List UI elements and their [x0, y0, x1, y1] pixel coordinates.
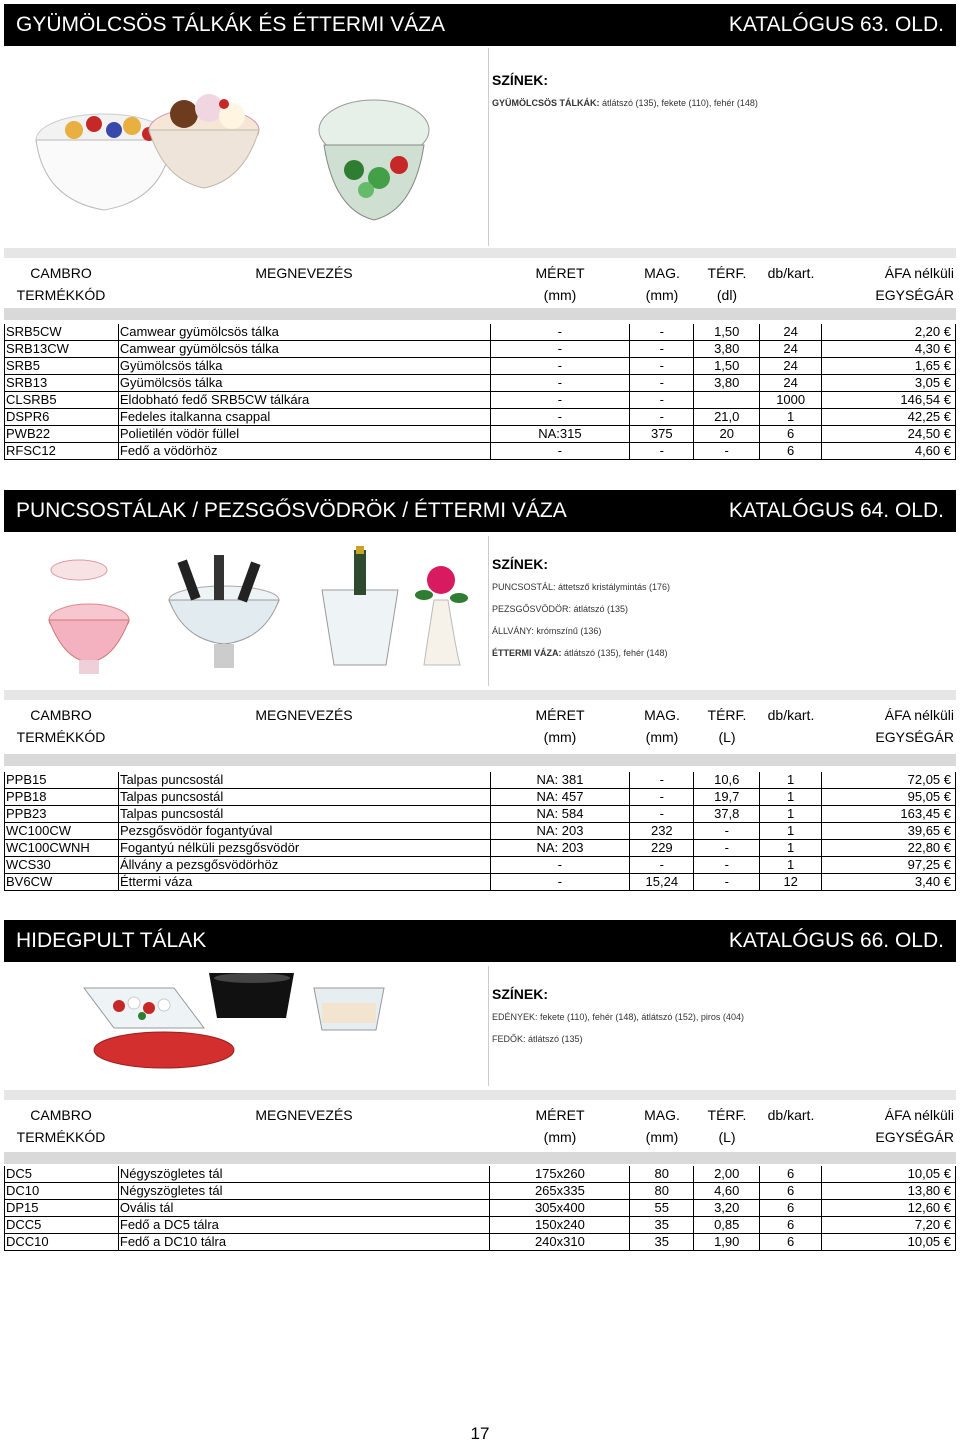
colors-heading: SZÍNEK:	[492, 986, 548, 1002]
col-header-name-2	[118, 1126, 490, 1148]
cell-volume: 1,50	[694, 358, 760, 375]
cell-size: 305x400	[490, 1200, 630, 1217]
cell-size: NA: 381	[490, 772, 630, 789]
cell-name: Állvány a pezsgősvödörhöz	[118, 857, 490, 874]
cell-per-carton: 24	[760, 324, 822, 341]
table-row	[5, 392, 956, 409]
cell-volume: -	[694, 443, 760, 460]
divider	[488, 48, 489, 246]
cell-price: 2,20 €	[822, 324, 956, 341]
product-table	[4, 772, 956, 891]
col-header-price-2: EGYSÉGÁR	[875, 287, 954, 303]
cell-per-carton: 6	[760, 1217, 822, 1234]
cell-code: WC100CW	[5, 823, 119, 840]
cell-per-carton: 24	[760, 375, 822, 392]
section-banner	[4, 4, 956, 46]
cell-per-carton: 6	[760, 443, 822, 460]
cell-per-carton: 1	[760, 789, 822, 806]
cell-code: DP15	[5, 1200, 119, 1217]
cell-volume: 19,7	[694, 789, 760, 806]
cell-size: NA: 203	[490, 823, 630, 840]
cell-height: 80	[630, 1183, 694, 1200]
col-header-height-unit: (mm)	[645, 287, 679, 303]
cell-height: 80	[630, 1166, 694, 1183]
cell-volume: 1,50	[694, 324, 760, 341]
table-row	[5, 1200, 956, 1217]
cell-per-carton: 1	[760, 857, 822, 874]
cell-height: -	[630, 789, 694, 806]
col-header-size: MÉRET	[535, 265, 585, 281]
color-line	[492, 604, 670, 614]
cell-name: Camwear gyümölcsös tálka	[118, 341, 490, 358]
cell-height: -	[630, 358, 694, 375]
table-row	[5, 324, 956, 341]
cell-height: -	[630, 409, 694, 426]
table-header	[4, 1104, 956, 1148]
product-photo-deli-crocks	[4, 968, 484, 1078]
cell-height: -	[630, 857, 694, 874]
cell-size: NA: 584	[490, 806, 630, 823]
col-header-code-2: TERMÉKKÓD	[16, 1129, 106, 1145]
color-line-text: EDÉNYEK: fekete (110), fehér (148), átlátszó (152), piros (404)	[492, 1012, 744, 1022]
cell-per-carton: 1	[760, 840, 822, 857]
cell-size: 240x310	[490, 1234, 630, 1251]
col-header-code: CAMBRO	[30, 707, 92, 723]
cell-code: SRB5CW	[5, 324, 119, 341]
cell-height: 375	[630, 426, 694, 443]
cell-volume: 21,0	[694, 409, 760, 426]
cell-price: 97,25 €	[822, 857, 956, 874]
cell-volume: 37,8	[694, 806, 760, 823]
cell-code: WC100CWNH	[5, 840, 119, 857]
cell-name: Fogantyú nélküli pezsgősvödör	[118, 840, 490, 857]
cell-volume: -	[694, 874, 760, 891]
col-header-per-carton: db/kart.	[767, 707, 815, 723]
col-header-size: MÉRET	[535, 1107, 585, 1123]
table-header	[4, 704, 956, 748]
col-header-per-carton-2	[760, 726, 822, 748]
cell-per-carton: 1	[760, 823, 822, 840]
cell-price: 72,05 €	[822, 772, 956, 789]
cell-code: DSPR6	[5, 409, 119, 426]
cell-name: Négyszögletes tál	[118, 1166, 490, 1183]
section-banner	[4, 920, 956, 962]
cell-price: 1,65 €	[822, 358, 956, 375]
cell-volume: 10,6	[694, 772, 760, 789]
col-header-volume-unit: (L)	[718, 1129, 736, 1145]
cell-size: -	[490, 324, 630, 341]
cell-per-carton: 24	[760, 341, 822, 358]
colors-block	[492, 556, 670, 670]
col-header-per-carton: db/kart.	[767, 265, 815, 281]
cell-size: NA: 203	[490, 840, 630, 857]
table-row	[5, 874, 956, 891]
cell-per-carton: 1000	[760, 392, 822, 409]
cell-height: -	[630, 324, 694, 341]
color-line	[492, 1012, 744, 1022]
header-band	[4, 308, 956, 320]
col-header-code: CAMBRO	[30, 1107, 92, 1123]
table-row	[5, 857, 956, 874]
cell-size: -	[490, 874, 630, 891]
cell-volume: 3,80	[694, 375, 760, 392]
page-number: 17	[470, 1424, 490, 1443]
col-header-price-2: EGYSÉGÁR	[875, 729, 954, 745]
cell-size: NA:315	[490, 426, 630, 443]
cell-price: 4,30 €	[822, 341, 956, 358]
cell-per-carton: 6	[760, 1200, 822, 1217]
section-title: HIDEGPULT TÁLAK	[16, 929, 207, 952]
section-banner	[4, 490, 956, 532]
col-header-volume: TÉRF.	[707, 265, 747, 281]
table-row	[5, 375, 956, 392]
cell-code: WCS30	[5, 857, 119, 874]
cell-size: -	[490, 857, 630, 874]
colors-block	[492, 986, 744, 1056]
cell-code: SRB13	[5, 375, 119, 392]
cell-height: 232	[630, 823, 694, 840]
col-header-height: MAG.	[644, 265, 680, 281]
col-header-volume: TÉRF.	[707, 1107, 747, 1123]
cell-price: 146,54 €	[822, 392, 956, 409]
col-header-height: MAG.	[644, 707, 680, 723]
col-header-name: MEGNEVEZÉS	[255, 265, 353, 281]
cell-volume: 3,80	[694, 341, 760, 358]
table-row	[5, 341, 956, 358]
cell-volume	[694, 392, 760, 409]
cell-name: Talpas puncsostál	[118, 806, 490, 823]
col-header-code: CAMBRO	[30, 265, 92, 281]
cell-code: PPB18	[5, 789, 119, 806]
cell-size: -	[490, 392, 630, 409]
cell-code: SRB13CW	[5, 341, 119, 358]
cell-size: 265x335	[490, 1183, 630, 1200]
cell-price: 10,05 €	[822, 1166, 956, 1183]
cell-volume: 4,60	[694, 1183, 760, 1200]
cell-height: -	[630, 341, 694, 358]
col-header-name-2	[118, 726, 490, 748]
cell-code: PWB22	[5, 426, 119, 443]
cell-name: Talpas puncsostál	[118, 772, 490, 789]
header-band	[4, 1152, 956, 1164]
col-header-size-unit: (mm)	[543, 287, 577, 303]
cell-height: -	[630, 375, 694, 392]
cell-name: Fedő a DC5 tálra	[118, 1217, 490, 1234]
cell-name: Gyümölcsös tálka	[118, 358, 490, 375]
cell-size: NA: 457	[490, 789, 630, 806]
header-band	[4, 248, 956, 258]
cell-per-carton: 6	[760, 1183, 822, 1200]
cell-price: 163,45 €	[822, 806, 956, 823]
cell-price: 42,25 €	[822, 409, 956, 426]
cell-name: Talpas puncsostál	[118, 789, 490, 806]
cell-code: DCC10	[5, 1234, 119, 1251]
table-row	[5, 806, 956, 823]
col-header-price-2: EGYSÉGÁR	[875, 1129, 954, 1145]
cell-size: -	[490, 409, 630, 426]
table-row	[5, 772, 956, 789]
cell-code: RFSC12	[5, 443, 119, 460]
col-header-code-2: TERMÉKKÓD	[16, 287, 106, 303]
table-header	[4, 262, 956, 306]
cell-volume: -	[694, 840, 760, 857]
color-line-text: FEDŐK: átlátszó (135)	[492, 1034, 583, 1044]
cell-height: -	[630, 443, 694, 460]
col-header-per-carton: db/kart.	[767, 1107, 815, 1123]
cell-volume: -	[694, 857, 760, 874]
cell-price: 3,40 €	[822, 874, 956, 891]
cell-name: Négyszögletes tál	[118, 1183, 490, 1200]
cell-size: 175x260	[490, 1166, 630, 1183]
color-line-label: ÉTTERMI VÁZA:	[492, 648, 562, 658]
table-row	[5, 823, 956, 840]
cell-per-carton: 6	[760, 1166, 822, 1183]
table-row	[5, 409, 956, 426]
col-header-height-unit: (mm)	[645, 1129, 679, 1145]
col-header-per-carton-2	[760, 1126, 822, 1148]
table-row	[5, 789, 956, 806]
table-row	[5, 1183, 956, 1200]
cell-volume: 3,20	[694, 1200, 760, 1217]
cell-height: -	[630, 806, 694, 823]
cell-volume: 0,85	[694, 1217, 760, 1234]
col-header-name-2	[118, 284, 490, 306]
cell-height: 35	[630, 1217, 694, 1234]
cell-height: -	[630, 392, 694, 409]
cell-height: -	[630, 772, 694, 789]
table-row	[5, 426, 956, 443]
col-header-height: MAG.	[644, 1107, 680, 1123]
cell-code: DC5	[5, 1166, 119, 1183]
table-row	[5, 1234, 956, 1251]
table-row	[5, 1217, 956, 1234]
cell-per-carton: 6	[760, 426, 822, 443]
header-band	[4, 690, 956, 700]
section-title: GYÜMÖLCSÖS TÁLKÁK ÉS ÉTTERMI VÁZA	[16, 13, 446, 36]
color-line	[492, 626, 670, 636]
cell-per-carton: 12	[760, 874, 822, 891]
col-header-price: ÁFA nélküli	[884, 265, 954, 281]
col-header-size: MÉRET	[535, 707, 585, 723]
col-header-size-unit: (mm)	[543, 729, 577, 745]
cell-code: PPB15	[5, 772, 119, 789]
cell-per-carton: 1	[760, 409, 822, 426]
product-photo-fruit-bowls	[4, 50, 484, 250]
cell-price: 4,60 €	[822, 443, 956, 460]
cell-height: 35	[630, 1234, 694, 1251]
cell-code: BV6CW	[5, 874, 119, 891]
catalog-reference: KATALÓGUS 64. OLD.	[728, 499, 944, 522]
col-header-volume-unit: (L)	[718, 729, 736, 745]
cell-size: 150x240	[490, 1217, 630, 1234]
cell-price: 7,20 €	[822, 1217, 956, 1234]
color-line-text: ÁLLVÁNY: krómszínű (136)	[492, 626, 602, 636]
color-line	[492, 1034, 744, 1044]
color-line-text: átlátszó (135), fehér (148)	[561, 648, 668, 658]
table-row	[5, 840, 956, 857]
table-row	[5, 358, 956, 375]
col-header-per-carton-2	[760, 284, 822, 306]
cell-price: 12,60 €	[822, 1200, 956, 1217]
cell-name: Pezsgősvödör fogantyúval	[118, 823, 490, 840]
header-band	[4, 754, 956, 766]
cell-volume: 1,90	[694, 1234, 760, 1251]
col-header-volume: TÉRF.	[707, 707, 747, 723]
col-header-size-unit: (mm)	[543, 1129, 577, 1145]
cell-name: Fedő a vödörhöz	[118, 443, 490, 460]
cell-price: 39,65 €	[822, 823, 956, 840]
col-header-price: ÁFA nélküli	[884, 1107, 954, 1123]
cell-code: PPB23	[5, 806, 119, 823]
cell-name: Polietilén vödör füllel	[118, 426, 490, 443]
cell-price: 24,50 €	[822, 426, 956, 443]
cell-height: 229	[630, 840, 694, 857]
col-header-price: ÁFA nélküli	[884, 707, 954, 723]
color-line	[492, 98, 758, 108]
cell-name: Eldobható fedő SRB5CW tálkára	[118, 392, 490, 409]
colors-block	[492, 72, 758, 120]
cell-name: Gyümölcsös tálka	[118, 375, 490, 392]
cell-code: DC10	[5, 1183, 119, 1200]
divider	[488, 966, 489, 1086]
product-table	[4, 324, 956, 460]
color-line-text: PEZSGŐSVÖDÖR: átlátszó (135)	[492, 604, 629, 614]
color-line	[492, 582, 670, 592]
color-line-label: GYÜMÖLCSÖS TÁLKÁK:	[492, 98, 600, 108]
cell-per-carton: 1	[760, 772, 822, 789]
cell-name: Ovális tál	[118, 1200, 490, 1217]
cell-name: Fedeles italkanna csappal	[118, 409, 490, 426]
cell-code: CLSRB5	[5, 392, 119, 409]
cell-name: Camwear gyümölcsös tálka	[118, 324, 490, 341]
cell-volume: 20	[694, 426, 760, 443]
color-line-text: átlátszó (135), fekete (110), fehér (148)	[599, 98, 758, 108]
header-band	[4, 1090, 956, 1100]
cell-size: -	[490, 443, 630, 460]
colors-heading: SZÍNEK:	[492, 72, 548, 88]
cell-volume: -	[694, 823, 760, 840]
colors-heading: SZÍNEK:	[492, 556, 548, 572]
table-row	[5, 443, 956, 460]
cell-price: 22,80 €	[822, 840, 956, 857]
cell-code: SRB5	[5, 358, 119, 375]
product-table	[4, 1166, 956, 1251]
cell-per-carton: 6	[760, 1234, 822, 1251]
cell-size: -	[490, 375, 630, 392]
product-photo-punch-bowls	[4, 540, 484, 680]
cell-height: 55	[630, 1200, 694, 1217]
col-header-height-unit: (mm)	[645, 729, 679, 745]
cell-price: 13,80 €	[822, 1183, 956, 1200]
divider	[488, 536, 489, 686]
col-header-name: MEGNEVEZÉS	[255, 707, 353, 723]
cell-price: 3,05 €	[822, 375, 956, 392]
cell-height: 15,24	[630, 874, 694, 891]
col-header-name: MEGNEVEZÉS	[255, 1107, 353, 1123]
cell-price: 95,05 €	[822, 789, 956, 806]
cell-name: Éttermi váza	[118, 874, 490, 891]
section-title: PUNCSOSTÁLAK / PEZSGŐSVÖDRÖK / ÉTTERMI VÁZA	[16, 499, 567, 522]
color-line-text: PUNCSOSTÁL: áttetsző kristálymintás (176)	[492, 582, 671, 592]
cell-size: -	[490, 341, 630, 358]
table-row	[5, 1166, 956, 1183]
cell-price: 10,05 €	[822, 1234, 956, 1251]
cell-per-carton: 24	[760, 358, 822, 375]
cell-name: Fedő a DC10 tálra	[118, 1234, 490, 1251]
cell-volume: 2,00	[694, 1166, 760, 1183]
cell-size: -	[490, 358, 630, 375]
catalog-reference: KATALÓGUS 63. OLD.	[728, 13, 944, 36]
color-line	[492, 648, 670, 658]
cell-per-carton: 1	[760, 806, 822, 823]
cell-code: DCC5	[5, 1217, 119, 1234]
catalog-reference: KATALÓGUS 66. OLD.	[728, 929, 944, 952]
col-header-code-2: TERMÉKKÓD	[16, 729, 106, 745]
col-header-volume-unit: (dl)	[716, 287, 738, 303]
